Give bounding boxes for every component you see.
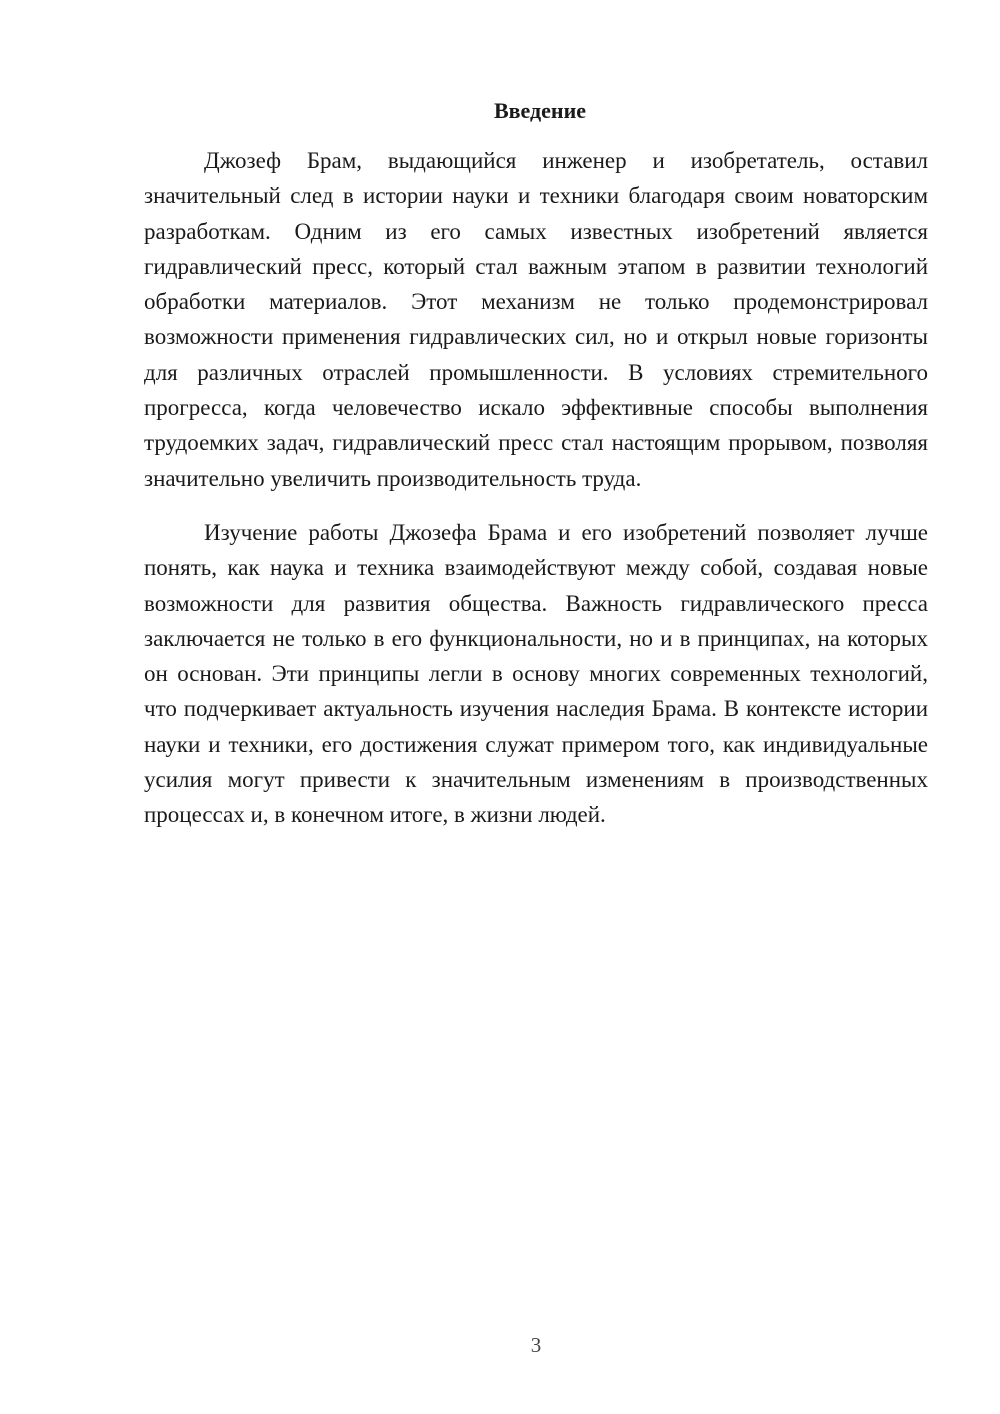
document-body bbox=[144, 96, 928, 833]
section-heading: Введение bbox=[493, 98, 587, 123]
paragraph-1: Джозеф Брам, выдающийся инженер и изобретатель, оставил значительный след в истории науки и техники благодаря своим новаторским разработкам. Одним из его самых известных изобретений является гидравлический пресс, который стал важным этапом в развитии технологий обработки материалов. Этот механизм не только продемонстрировал возможности применения гидравлических сил, но и открыл новые горизонты для различных отраслей промышленности. В условиях стремительного прогресса, когда человечество искало эффективные способы выполнения трудоемких задач, гидравлический пресс стал настоящим прорывом, позволяя значительно увеличить производительность труда. bbox=[144, 148, 928, 491]
paragraph-2: Изучение работы Джозефа Брама и его изобретений позволяет лучше понять, как наука и техника взаимодействуют между собой, создавая новые возможности для развития общества. Важность гидравлического пресса заключается не только в его функциональности, но и в принципах, на которых он основан. Эти принципы легли в основу многих современных технологий, что подчеркивает актуальность изучения наследия Брама. В контексте истории науки и техники, его достижения служат примером того, как индивидуальные усилия могут привести к значительным изменениям в производственных процессах и, в конечном итоге, в жизни людей. bbox=[144, 519, 928, 828]
page-number: 3 bbox=[530, 1333, 542, 1357]
